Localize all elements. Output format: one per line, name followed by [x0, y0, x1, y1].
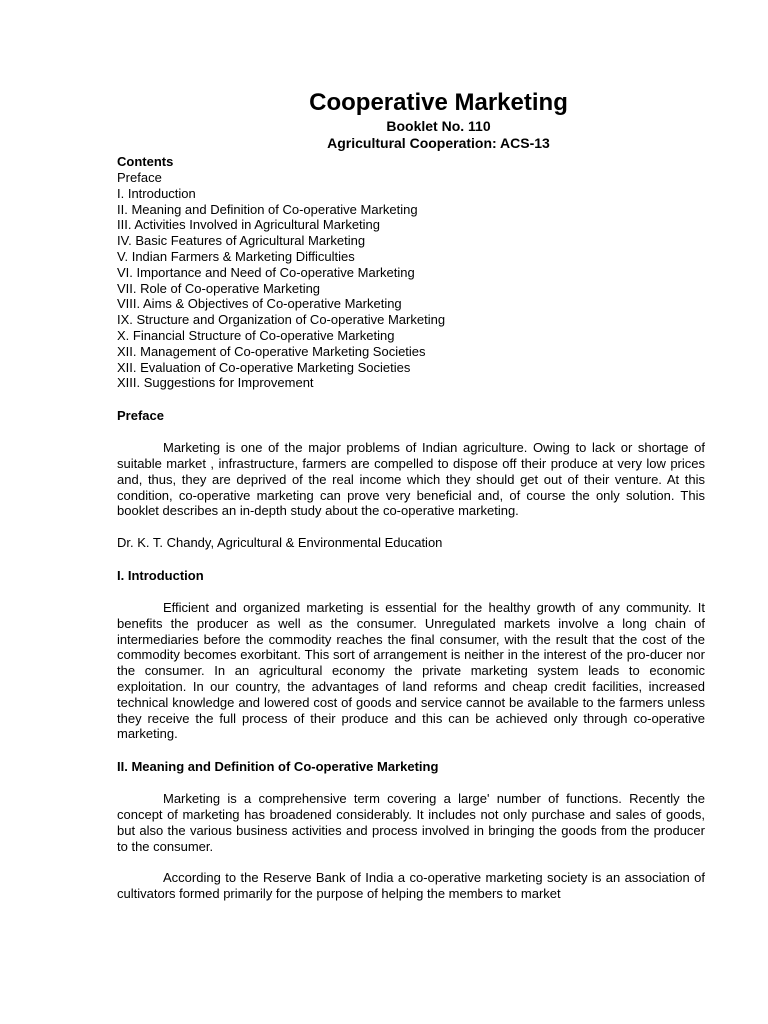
meaning-paragraph-1: Marketing is a comprehensive term covering a large' number of functions. Recently the concept of marketing has broadened considerably. It includes not only purchase and sales of goods, but also the various business activities and process involved in bringing the goods from the producer to the consumer. — [117, 791, 705, 854]
series-title: Agricultural Cooperation: ACS-13 — [327, 135, 550, 151]
introduction-paragraph: Efficient and organized marketing is essential for the healthy growth of any community. It benefits the producer as well as the consumer. Unregulated markets involve a long chain of intermediaries before the commodity reaches the final consumer, with the result that the cost of the commodity becomes exorbitant. This sort of arrangement is neither in the interest of the pro-ducer nor the consumer. In an agricultural economy the private marketing system leads to economic exploitation. In our country, the advantages of land reforms and cheap credit facilities, increased technical knowledge and lowered cost of goods and service cannot be available to the farmers unless they receive the full process of their produce and this can be achieved only through co-operative marketing. — [117, 599, 705, 742]
preface-paragraph: Marketing is one of the major problems of Indian agriculture. Owing to lack or shortage of suitable market , infrastructure, farmers are compelled to dispose off their produce at very low prices and, thus, they are deprived of the real income which they should get out of their venture. At this condition, co-operative marketing can prove very beneficial and, of course the only solution. This booklet describes an in-depth study about the co-operative marketing. — [117, 440, 705, 519]
toc-item: VIII. Aims & Objectives of Co-operative Marketing — [117, 296, 402, 312]
toc-item: Preface — [117, 170, 162, 185]
toc-item: V. Indian Farmers & Marketing Difficulties — [117, 248, 355, 264]
toc-item: XII. Management of Co-operative Marketing Societies — [117, 343, 426, 359]
toc-item: XII. Evaluation of Co-operative Marketing Societies — [117, 359, 411, 375]
toc-item: VII. Role of Co-operative Marketing — [117, 280, 321, 296]
toc-item: X. Financial Structure of Co-operative Marketing — [117, 327, 395, 343]
document-page — [117, 88, 705, 915]
meaning-heading: II. Meaning and Definition of Co-operative Marketing — [117, 759, 439, 775]
toc-item: VI. Importance and Need of Co-operative Marketing — [117, 264, 415, 280]
booklet-number: Booklet No. 110 — [386, 118, 491, 134]
table-of-contents — [117, 170, 705, 391]
toc-item: IV. Basic Features of Agricultural Marketing — [117, 233, 366, 249]
preface-heading: Preface — [117, 408, 164, 424]
preface-author: Dr. K. T. Chandy, Agricultural & Environmental Education — [117, 535, 443, 551]
document-title: Cooperative Marketing — [309, 89, 568, 116]
toc-item: XIII. Suggestions for Improvement — [117, 375, 314, 391]
toc-item: IX. Structure and Organization of Co-operative Marketing — [117, 312, 446, 328]
meaning-paragraph-2: According to the Reserve Bank of India a co-operative marketing society is an association of cultivators formed primarily for the purpose of helping the members to market — [117, 870, 705, 902]
toc-item: II. Meaning and Definition of Co-operative Marketing — [117, 201, 418, 217]
toc-item: I. Introduction — [117, 185, 196, 201]
toc-item: III. Activities Involved in Agricultural Marketing — [117, 217, 381, 233]
contents-heading: Contents — [117, 154, 174, 169]
introduction-heading: I. Introduction — [117, 567, 204, 583]
